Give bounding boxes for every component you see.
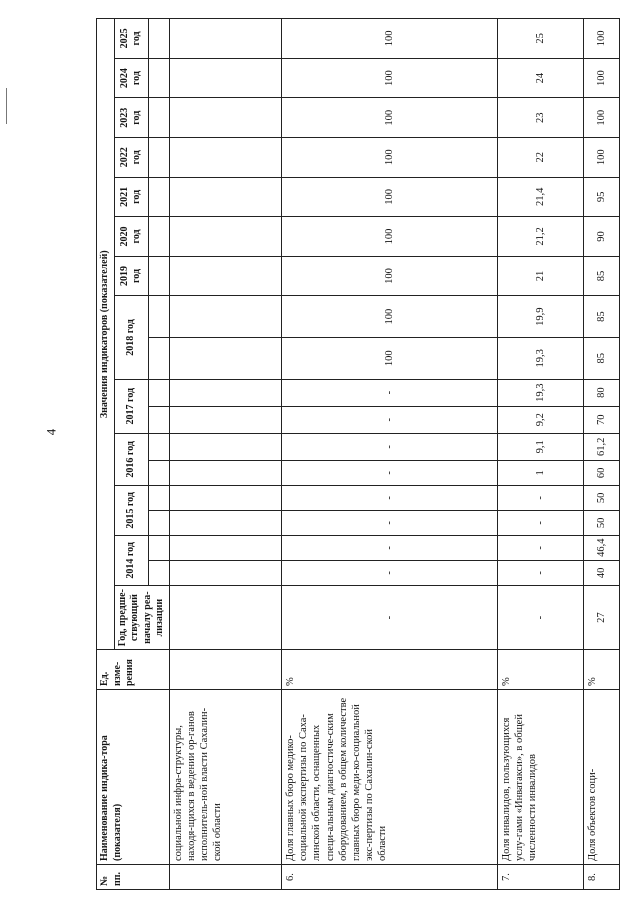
value-cell: 19,3 [497, 379, 584, 406]
header-year-2015: 2015 год [114, 485, 148, 535]
header-num: № пп. [97, 865, 170, 890]
value-cell: 9,2 [497, 406, 584, 433]
value-cell: - [282, 485, 497, 510]
value-cell [169, 98, 282, 138]
value-cell: 100 [282, 217, 497, 257]
value-cell [169, 406, 282, 433]
header-sub-cell [148, 406, 169, 433]
value-cell: 90 [584, 217, 620, 257]
value-cell: 80 [584, 379, 620, 406]
value-cell [169, 460, 282, 485]
value-cell: - [497, 510, 584, 535]
header-unit: Ед. изме-рения [97, 650, 170, 690]
unit-cell: % [282, 650, 497, 690]
value-cell [169, 296, 282, 338]
header-sub-cell [148, 256, 169, 296]
value-cell: 100 [282, 19, 497, 59]
value-cell: - [497, 485, 584, 510]
value-cell: 70 [584, 406, 620, 433]
value-cell: 100 [282, 337, 497, 379]
value-cell: 85 [584, 256, 620, 296]
header-sub-cell [148, 510, 169, 535]
value-cell: 100 [282, 256, 497, 296]
header-sub-cell [148, 137, 169, 177]
value-cell [169, 560, 282, 585]
indicator-name: социальной инфра-структуры, находя-щихся в ведении ор-ганов исполнитель-ной власти Сахалин-ской области [169, 690, 282, 865]
row-number: 7. [497, 865, 584, 890]
value-cell: 21,2 [497, 217, 584, 257]
header-sub-cell [148, 460, 169, 485]
table-row [282, 19, 497, 890]
value-cell: - [282, 510, 497, 535]
value-cell: 50 [584, 485, 620, 510]
value-cell: 23 [497, 98, 584, 138]
value-cell: - [497, 560, 584, 585]
value-cell: - [282, 406, 497, 433]
value-cell [169, 256, 282, 296]
unit-cell: % [497, 650, 584, 690]
value-cell [169, 217, 282, 257]
header-sub-cell [148, 485, 169, 510]
header-sub-cell [148, 98, 169, 138]
indicator-name: Доля инвалидов, пользующихся услу-гами «Инватакси», в общей численности инвалидов [497, 690, 584, 865]
value-cell [169, 433, 282, 460]
value-cell [169, 337, 282, 379]
value-cell [169, 137, 282, 177]
scan-mark [6, 88, 7, 124]
value-cell: 61,2 [584, 433, 620, 460]
value-cell: 19,9 [497, 296, 584, 338]
value-cell: 100 [584, 137, 620, 177]
header-year-2018: 2018 год [114, 296, 148, 379]
header-year-2021: 2021 год [114, 177, 148, 217]
header-year-2023: 2023 год [114, 98, 148, 138]
value-cell: 100 [282, 98, 497, 138]
header-sub-cell [148, 433, 169, 460]
header-year-2019: 2019 год [114, 256, 148, 296]
prev-year-value [169, 585, 282, 650]
value-cell: 21,4 [497, 177, 584, 217]
value-cell: - [497, 535, 584, 560]
header-sub-cell [148, 58, 169, 98]
table-row [584, 19, 620, 890]
header-sub-cell [148, 217, 169, 257]
page-number: 4 [43, 428, 59, 436]
row-number: 8. [584, 865, 620, 890]
value-cell: 85 [584, 337, 620, 379]
value-cell: 50 [584, 510, 620, 535]
value-cell: 19,3 [497, 337, 584, 379]
value-cell: 46,4 [584, 535, 620, 560]
value-cell: 100 [584, 19, 620, 59]
header-group: Значения индикаторов (показателей) [97, 19, 115, 650]
header-year-2014: 2014 год [114, 535, 148, 585]
row-number: 6. [282, 865, 497, 890]
value-cell: 1 [497, 460, 584, 485]
value-cell: 100 [584, 98, 620, 138]
value-cell: 9,1 [497, 433, 584, 460]
header-sub-cell [148, 379, 169, 406]
value-cell [169, 379, 282, 406]
header-year-2016: 2016 год [114, 433, 148, 485]
value-cell: - [282, 560, 497, 585]
table-row [497, 19, 584, 890]
header-sub-cell [148, 535, 169, 560]
indicator-table-container [96, 18, 616, 890]
header-year-2017: 2017 год [114, 379, 148, 433]
value-cell [169, 510, 282, 535]
value-cell [169, 485, 282, 510]
value-cell: 60 [584, 460, 620, 485]
value-cell: - [282, 379, 497, 406]
indicator-table [96, 18, 620, 890]
value-cell: 24 [497, 58, 584, 98]
prev-year-value: - [282, 585, 497, 650]
header-sub-cell [148, 177, 169, 217]
value-cell: 40 [584, 560, 620, 585]
value-cell [169, 19, 282, 59]
indicator-name: Доля главных бюро медико-социальной экспертизы по Саха-линской области, оснащенных специ-альным диагностиче-ским оборудованием, в общем количестве главных бюро меди-ко-социальной экс-пертизы по Сахалин-ской области [282, 690, 497, 865]
value-cell: 100 [282, 58, 497, 98]
value-cell: 100 [282, 137, 497, 177]
header-year-2025: 2025 год [114, 19, 148, 59]
unit-cell [169, 650, 282, 690]
header-sub-cell [148, 296, 169, 338]
header-sub-cell [148, 560, 169, 585]
value-cell: 21 [497, 256, 584, 296]
unit-cell: % [584, 650, 620, 690]
value-cell [169, 58, 282, 98]
header-year-2022: 2022 год [114, 137, 148, 177]
value-cell: 100 [282, 296, 497, 338]
value-cell [169, 535, 282, 560]
value-cell [169, 177, 282, 217]
value-cell: 95 [584, 177, 620, 217]
header-prev: Год, предше-ствующий началу реа-лизации [114, 585, 169, 650]
value-cell: 100 [282, 177, 497, 217]
header-name: Наименование индика-тора (показателя) [97, 690, 170, 865]
header-year-2020: 2020 год [114, 217, 148, 257]
prev-year-value: 27 [584, 585, 620, 650]
header-sub-cell [148, 19, 169, 59]
indicator-name: Доля объектов соци- [584, 690, 620, 865]
value-cell: 25 [497, 19, 584, 59]
value-cell: - [282, 535, 497, 560]
value-cell: 85 [584, 296, 620, 338]
row-number [169, 865, 282, 890]
header-row-1 [97, 19, 115, 890]
header-year-2024: 2024 год [114, 58, 148, 98]
table-body [169, 19, 620, 890]
header-sub-cell [148, 337, 169, 379]
value-cell: - [282, 460, 497, 485]
value-cell: 22 [497, 137, 584, 177]
table-row [169, 19, 282, 890]
value-cell: 100 [584, 58, 620, 98]
prev-year-value: - [497, 585, 584, 650]
value-cell: - [282, 433, 497, 460]
